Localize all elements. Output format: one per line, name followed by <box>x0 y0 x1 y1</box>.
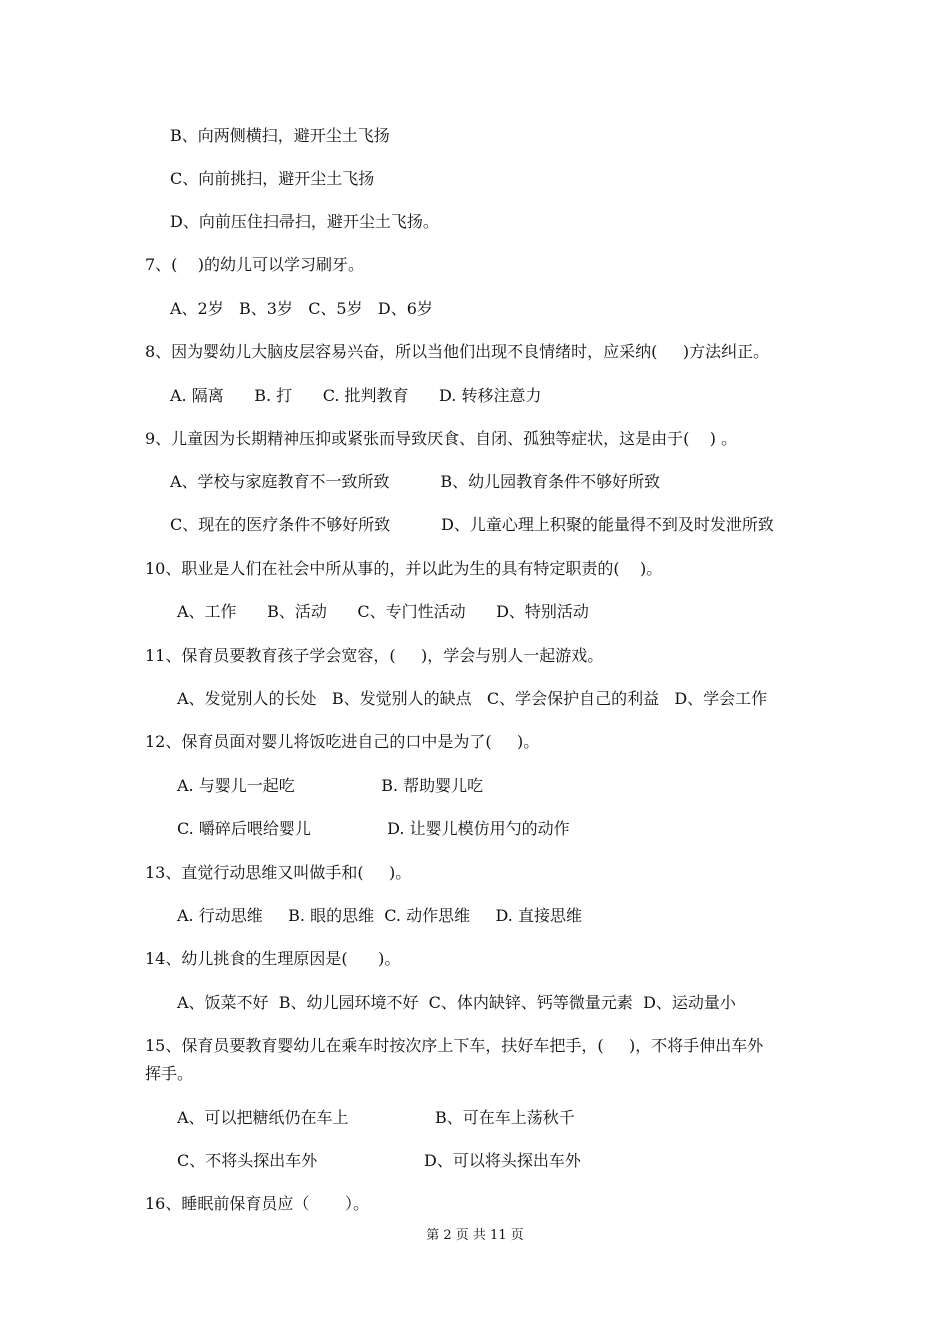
options-14: A、饭菜不好 B、幼儿园环境不好 C、体内缺锌、钙等微量元素 D、运动量小 <box>177 993 736 1012</box>
question-15-line2: 挥手。 <box>145 1064 194 1083</box>
question-14: 14、幼儿挑食的生理原因是( )。 <box>145 949 401 968</box>
options-8: A. 隔离 B. 打 C. 批判教育 D. 转移注意力 <box>170 386 542 405</box>
options-15-cd: C、不将头探出车外 D、可以将头探出车外 <box>177 1151 581 1170</box>
options-11: A、发觉别人的长处 B、发觉别人的缺点 C、学会保护自己的利益 D、学会工作 <box>177 689 768 708</box>
options-12-ab: A. 与婴儿一起吃 B. 帮助婴儿吃 <box>177 776 484 795</box>
options-13: A. 行动思维 B. 眼的思维 C. 动作思维 D. 直接思维 <box>177 906 582 925</box>
options-9-ab: A、学校与家庭教育不一致所致 B、幼儿园教育条件不够好所致 <box>170 472 661 491</box>
question-10: 10、职业是人们在社会中所从事的，并以此为生的具有特定职责的( )。 <box>145 559 663 578</box>
question-11: 11、保育员要教育孩子学会宽容，( )，学会与别人一起游戏。 <box>145 646 604 665</box>
options-12-cd: C. 嚼碎后喂给婴儿 D. 让婴儿模仿用勺的动作 <box>177 819 570 838</box>
page-footer: 第 2 页 共 11 页 <box>426 1228 524 1243</box>
question-13: 13、直觉行动思维又叫做手和( )。 <box>145 863 412 882</box>
option-6d: D、向前压住扫帚扫，避开尘土飞扬。 <box>170 212 439 231</box>
question-8: 8、因为婴幼儿大脑皮层容易兴奋，所以当他们出现不良情绪时，应采纳( )方法纠正。 <box>145 342 770 361</box>
question-15-line1: 15、保育员要教育婴幼儿在乘车时按次序上下车，扶好车把手，( )，不将手伸出车外 <box>145 1036 764 1055</box>
options-9-cd: C、现在的医疗条件不够好所致 D、儿童心理上积聚的能量得不到及时发泄所致 <box>170 515 774 534</box>
question-16: 16、睡眠前保育员应（ ）。 <box>145 1194 369 1213</box>
question-12: 12、保育员面对婴儿将饭吃进自己的口中是为了( )。 <box>145 732 540 751</box>
option-6b: B、向两侧横扫，避开尘土飞扬 <box>170 126 390 145</box>
options-7: A、2岁 B、3岁 C、5岁 D、6岁 <box>170 299 433 318</box>
question-9: 9、儿童因为长期精神压抑或紧张而导致厌食、自闭、孤独等症状，这是由于( ) 。 <box>145 429 738 448</box>
option-6c: C、向前挑扫，避开尘土飞扬 <box>170 169 375 188</box>
question-7: 7、( )的幼儿可以学习刷牙。 <box>145 255 365 274</box>
options-15-ab: A、可以把糖纸仍在车上 B、可在车上荡秋千 <box>177 1108 575 1127</box>
options-10: A、工作 B、活动 C、专门性活动 D、特别活动 <box>177 602 589 621</box>
